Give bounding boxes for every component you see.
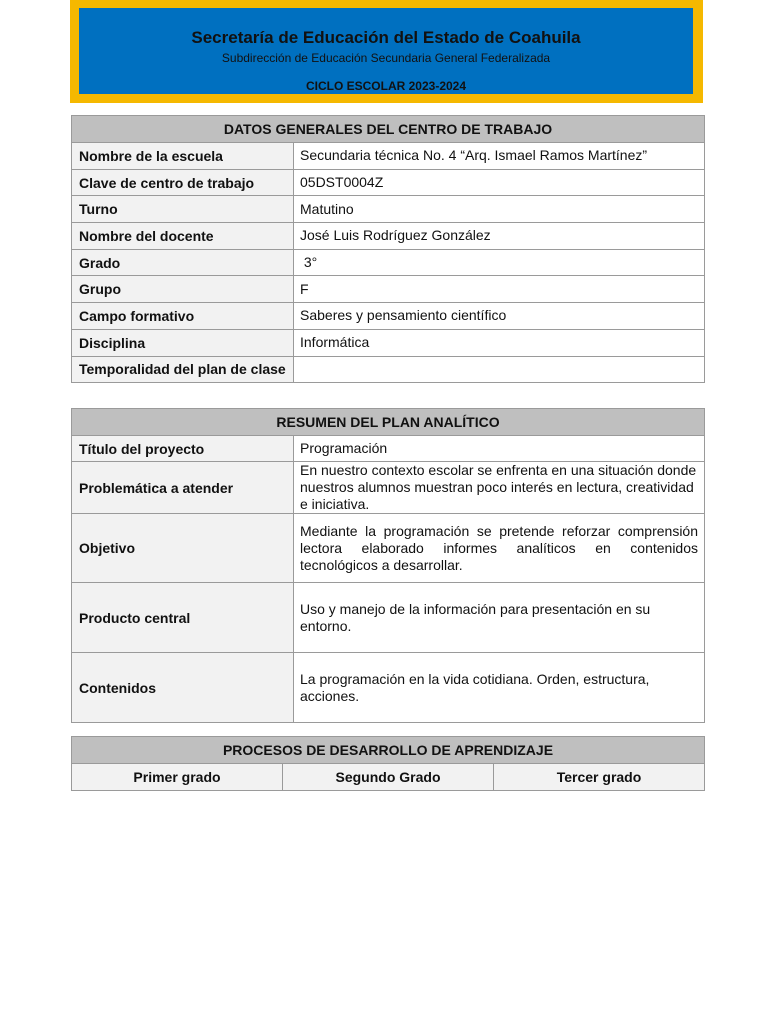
row-label: Grado	[72, 249, 294, 276]
row-value: Informática	[294, 329, 705, 356]
row-label: Problemática a atender	[72, 462, 294, 514]
row-label: Grupo	[72, 276, 294, 303]
row-label: Temporalidad del plan de clase	[72, 356, 294, 383]
table-row	[72, 462, 705, 514]
row-label: Disciplina	[72, 329, 294, 356]
row-label: Turno	[72, 196, 294, 223]
grade-second-header: Segundo Grado	[283, 764, 494, 791]
plan-summary-heading: RESUMEN DEL PLAN ANALÍTICO	[72, 409, 705, 436]
table-row	[72, 249, 705, 276]
header-title: Secretaría de Educación del Estado de Coahuila	[191, 28, 581, 47]
learning-processes-heading: PROCESOS DE DESARROLLO DE APRENDIZAJE	[72, 737, 705, 764]
table-row	[72, 436, 705, 462]
row-label: Contenidos	[72, 653, 294, 723]
row-label: Campo formativo	[72, 303, 294, 330]
table-row	[72, 653, 705, 723]
table-row	[72, 583, 705, 653]
row-value: En nuestro contexto escolar se enfrenta en una situación donde nuestros alumnos muestran poco interés en lectura, creatividad e iniciativa.	[294, 462, 705, 514]
row-value: Secundaria técnica No. 4 “Arq. Ismael Ramos Martínez”	[294, 143, 705, 170]
table-row	[72, 276, 705, 303]
table-row	[72, 196, 705, 223]
row-label: Título del proyecto	[72, 436, 294, 462]
grade-first-header: Primer grado	[72, 764, 283, 791]
header-banner-inner	[79, 8, 693, 94]
learning-processes-table	[71, 736, 705, 791]
general-data-heading: DATOS GENERALES DEL CENTRO DE TRABAJO	[72, 116, 705, 143]
row-value: La programación en la vida cotidiana. Orden, estructura, acciones.	[294, 653, 705, 723]
table-row	[72, 143, 705, 170]
plan-summary-table	[71, 408, 705, 723]
table-row	[72, 356, 705, 383]
grade-third-header: Tercer grado	[494, 764, 705, 791]
header-school-cycle: CICLO ESCOLAR 2023-2024	[305, 79, 467, 93]
row-value: Programación	[294, 436, 705, 462]
table-row	[72, 514, 705, 583]
row-value: Mediante la programación se pretende reforzar comprensión lectora elaborado informes analíticos en contenidos tecnológicos a desarrollar.	[294, 514, 705, 583]
row-value: Saberes y pensamiento científico	[294, 303, 705, 330]
header-subtitle: Subdirección de Educación Secundaria General Federalizada	[221, 51, 551, 65]
row-value	[294, 356, 705, 383]
table-row	[72, 764, 705, 791]
row-value: José Luis Rodríguez González	[294, 223, 705, 250]
row-value: F	[294, 276, 705, 303]
table-row	[72, 303, 705, 330]
row-label: Nombre del docente	[72, 223, 294, 250]
table-row	[72, 169, 705, 196]
table-row	[72, 329, 705, 356]
row-value: 05DST0004Z	[294, 169, 705, 196]
row-value: 3°	[294, 249, 705, 276]
row-value: Matutino	[294, 196, 705, 223]
row-label: Nombre de la escuela	[72, 143, 294, 170]
general-data-table	[71, 115, 705, 383]
row-label: Producto central	[72, 583, 294, 653]
row-value: Uso y manejo de la información para presentación en su entorno.	[294, 583, 705, 653]
row-label: Objetivo	[72, 514, 294, 583]
header-banner	[70, 0, 703, 103]
row-label: Clave de centro de trabajo	[72, 169, 294, 196]
table-row	[72, 223, 705, 250]
